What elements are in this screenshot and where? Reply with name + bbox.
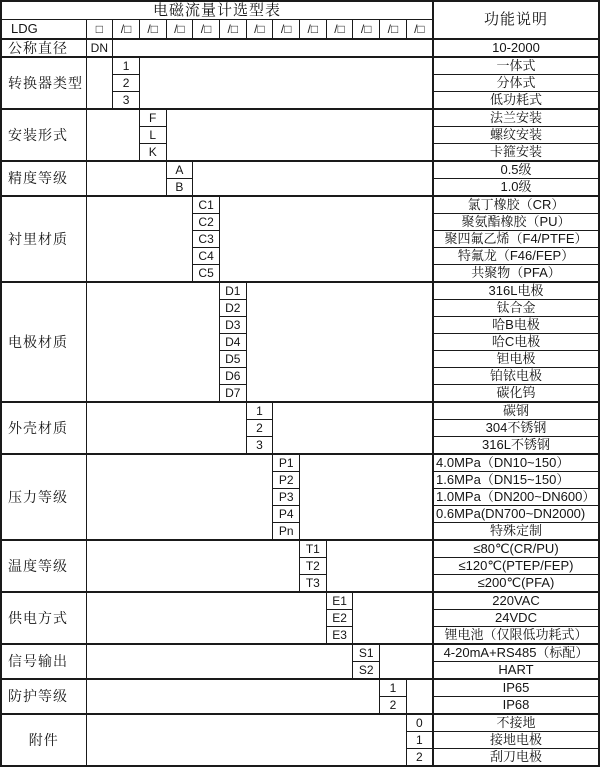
option-code: E2 bbox=[326, 610, 353, 627]
model-code-box: □ bbox=[86, 20, 113, 40]
filler-cell bbox=[86, 540, 300, 592]
option-description: 特殊定制 bbox=[433, 523, 599, 541]
option-description: 聚四氟乙烯（F4/PTFE） bbox=[433, 231, 599, 248]
option-code: S2 bbox=[353, 662, 380, 680]
filler-cell bbox=[380, 644, 433, 679]
model-code-box: /□ bbox=[219, 20, 246, 40]
option-code: 1 bbox=[406, 732, 433, 749]
option-code: T3 bbox=[300, 575, 327, 593]
model-code-box: /□ bbox=[353, 20, 380, 40]
category-label: 温度等级 bbox=[1, 540, 86, 592]
option-code: E1 bbox=[326, 592, 353, 610]
option-description: 0.6MPa(DN700~DN2000) bbox=[433, 506, 599, 523]
option-row bbox=[1, 402, 599, 420]
category-label: 压力等级 bbox=[1, 454, 86, 540]
option-description: 特氟龙（F46/FEP） bbox=[433, 248, 599, 265]
model-code-box: /□ bbox=[300, 20, 327, 40]
filler-cell bbox=[246, 282, 433, 402]
option-description: 氯丁橡胶（CR） bbox=[433, 196, 599, 214]
filler-cell bbox=[86, 644, 353, 679]
option-code: 0 bbox=[406, 714, 433, 732]
option-description: 碳钢 bbox=[433, 402, 599, 420]
option-row bbox=[1, 109, 599, 127]
category-label: 精度等级 bbox=[1, 161, 86, 196]
model-code-box: /□ bbox=[193, 20, 220, 40]
option-description: 24VDC bbox=[433, 610, 599, 627]
option-code: 3 bbox=[113, 92, 140, 110]
option-description: 304不锈钢 bbox=[433, 420, 599, 437]
option-row bbox=[1, 644, 599, 662]
option-row bbox=[1, 161, 599, 179]
option-description: 哈C电极 bbox=[433, 334, 599, 351]
filler-cell bbox=[219, 196, 433, 282]
model-code-box: /□ bbox=[273, 20, 300, 40]
filler-cell bbox=[353, 592, 433, 644]
option-description: HART bbox=[433, 662, 599, 680]
option-description: 共聚物（PFA） bbox=[433, 265, 599, 283]
option-code: T2 bbox=[300, 558, 327, 575]
option-code: P3 bbox=[273, 489, 300, 506]
filler-cell bbox=[113, 39, 433, 57]
category-label: 附件 bbox=[1, 714, 86, 766]
option-description: 不接地 bbox=[433, 714, 599, 732]
option-code: 2 bbox=[246, 420, 273, 437]
option-description: 一体式 bbox=[433, 57, 599, 75]
option-description: ≤200℃(PFA) bbox=[433, 575, 599, 593]
category-label: 安装形式 bbox=[1, 109, 86, 161]
option-description: 哈B电极 bbox=[433, 317, 599, 334]
filler-cell bbox=[86, 282, 219, 402]
option-code: 1 bbox=[380, 679, 407, 697]
option-code: C2 bbox=[193, 214, 220, 231]
option-description: 钛合金 bbox=[433, 300, 599, 317]
option-code: T1 bbox=[300, 540, 327, 558]
option-code: P2 bbox=[273, 472, 300, 489]
model-code-box: /□ bbox=[166, 20, 193, 40]
option-row bbox=[1, 57, 599, 75]
option-code: S1 bbox=[353, 644, 380, 662]
option-code: 2 bbox=[380, 697, 407, 715]
category-label: 防护等级 bbox=[1, 679, 86, 714]
option-code: 2 bbox=[406, 749, 433, 767]
category-label: 电极材质 bbox=[1, 282, 86, 402]
option-description: 1.6MPa（DN15~150） bbox=[433, 472, 599, 489]
option-description: 卡箍安装 bbox=[433, 144, 599, 162]
filler-cell bbox=[193, 161, 433, 196]
model-code-box: /□ bbox=[406, 20, 433, 40]
option-code: D7 bbox=[219, 385, 246, 403]
option-code: 3 bbox=[246, 437, 273, 455]
option-code: 2 bbox=[113, 75, 140, 92]
category-label: 衬里材质 bbox=[1, 196, 86, 282]
option-description: 锂电池（仅限低功耗式） bbox=[433, 627, 599, 645]
filler-cell bbox=[86, 57, 113, 109]
function-header: 功能说明 bbox=[433, 1, 599, 39]
model-code-box: /□ bbox=[113, 20, 140, 40]
page-title: 电磁流量计选型表 bbox=[1, 1, 433, 20]
filler-cell bbox=[406, 679, 433, 714]
option-description: 碳化钨 bbox=[433, 385, 599, 403]
filler-cell bbox=[86, 109, 139, 161]
option-row bbox=[1, 282, 599, 300]
option-row bbox=[1, 679, 599, 697]
model-code-box: /□ bbox=[139, 20, 166, 40]
option-code: D2 bbox=[219, 300, 246, 317]
option-row bbox=[1, 454, 599, 472]
option-code: D1 bbox=[219, 282, 246, 300]
option-description: 分体式 bbox=[433, 75, 599, 92]
filler-cell bbox=[273, 402, 433, 454]
option-description: 法兰安装 bbox=[433, 109, 599, 127]
option-description: 铂铱电极 bbox=[433, 368, 599, 385]
filler-cell bbox=[86, 679, 380, 714]
option-description: 220VAC bbox=[433, 592, 599, 610]
filler-cell bbox=[86, 402, 246, 454]
option-description: 10-2000 bbox=[433, 39, 599, 57]
filler-cell bbox=[86, 454, 273, 540]
option-code: C5 bbox=[193, 265, 220, 283]
filler-cell bbox=[86, 196, 193, 282]
option-row bbox=[1, 592, 599, 610]
option-description: 316L电极 bbox=[433, 282, 599, 300]
option-code: K bbox=[139, 144, 166, 162]
option-code: B bbox=[166, 179, 193, 197]
option-code: L bbox=[139, 127, 166, 144]
filler-cell bbox=[86, 714, 406, 766]
option-code: D5 bbox=[219, 351, 246, 368]
option-code: E3 bbox=[326, 627, 353, 645]
option-code: C3 bbox=[193, 231, 220, 248]
category-label: 供电方式 bbox=[1, 592, 86, 644]
category-label: 信号输出 bbox=[1, 644, 86, 679]
option-code: C1 bbox=[193, 196, 220, 214]
option-code: 1 bbox=[246, 402, 273, 420]
option-description: 0.5级 bbox=[433, 161, 599, 179]
option-description: 刮刀电极 bbox=[433, 749, 599, 767]
option-row bbox=[1, 196, 599, 214]
model-prefix: LDG bbox=[1, 20, 86, 40]
option-description: IP65 bbox=[433, 679, 599, 697]
option-description: 接地电极 bbox=[433, 732, 599, 749]
model-code-box: /□ bbox=[326, 20, 353, 40]
option-code: 1 bbox=[113, 57, 140, 75]
option-description: 316L不锈钢 bbox=[433, 437, 599, 455]
option-code: C4 bbox=[193, 248, 220, 265]
option-description: 1.0级 bbox=[433, 179, 599, 197]
filler-cell bbox=[86, 161, 166, 196]
option-code: D3 bbox=[219, 317, 246, 334]
model-code-box: /□ bbox=[380, 20, 407, 40]
option-description: 螺纹安装 bbox=[433, 127, 599, 144]
option-description: IP68 bbox=[433, 697, 599, 715]
option-row bbox=[1, 714, 599, 732]
option-description: 聚氨酯橡胶（PU） bbox=[433, 214, 599, 231]
filler-cell bbox=[326, 540, 433, 592]
option-code: D4 bbox=[219, 334, 246, 351]
filler-cell bbox=[300, 454, 434, 540]
category-label: 外壳材质 bbox=[1, 402, 86, 454]
category-label: 转换器类型 bbox=[1, 57, 86, 109]
filler-cell bbox=[86, 592, 326, 644]
option-row bbox=[1, 540, 599, 558]
option-code: P1 bbox=[273, 454, 300, 472]
option-description: 4.0MPa（DN10~150） bbox=[433, 454, 599, 472]
option-description: ≤120℃(PTEP/FEP) bbox=[433, 558, 599, 575]
option-code: DN bbox=[86, 39, 113, 57]
option-description: 4-20mA+RS485（标配） bbox=[433, 644, 599, 662]
option-code: D6 bbox=[219, 368, 246, 385]
model-code-box: /□ bbox=[246, 20, 273, 40]
category-label: 公称直径 bbox=[1, 39, 86, 57]
option-description: 钽电极 bbox=[433, 351, 599, 368]
option-row bbox=[1, 39, 599, 57]
option-description: 低功耗式 bbox=[433, 92, 599, 110]
header-row bbox=[1, 1, 599, 20]
filler-cell bbox=[139, 57, 433, 109]
option-description: ≤80℃(CR/PU) bbox=[433, 540, 599, 558]
option-code: P4 bbox=[273, 506, 300, 523]
option-description: 1.0MPa（DN200~DN600） bbox=[433, 489, 599, 506]
option-code: A bbox=[166, 161, 193, 179]
option-code: Pn bbox=[273, 523, 300, 541]
option-code: F bbox=[139, 109, 166, 127]
filler-cell bbox=[166, 109, 433, 161]
